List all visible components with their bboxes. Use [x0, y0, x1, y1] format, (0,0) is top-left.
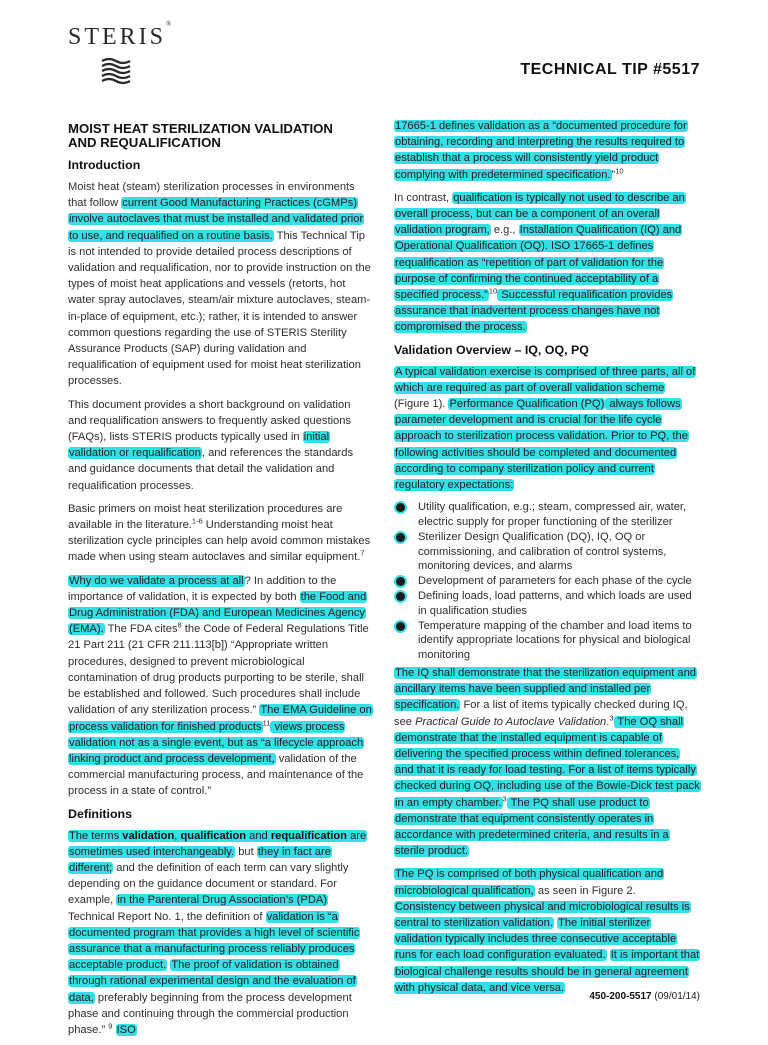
steris-logo [68, 20, 178, 51]
intro-paragraph-4: Why do we validate a process at all? In addition to the importance of validation, it is expected by both the Food and Drug Administration (FDA) and European Medicines Agency (EMA). The FDA cites$^8$ the Code of Federal Regulations Title 21 Part 211 (21 CFR 211.113[b]) “Appropriate written procedures, designed to prevent microbiological contamination of drug products purporting to be sterile, shall be established and followed. Such procedures shall include validation of any sterilization process.” The EMA Guideline on process validation for finished products$^{11}$ views process validation not as a single event, but as “a lifecycle approach linking product and process development, validation of the commercial manufacturing process, and maintenance of the process in a state of control.” [68, 574, 372, 798]
highlight: The PQ shall use product to demonstrate that equipment consistently operates in accordance with predetermined criteria, and results in a sterile product. [395, 796, 669, 858]
highlight: It is important that biological challenge results should be in general agreement with physical data, and vice versa. [395, 949, 700, 994]
highlight: Consistency between physical and microbiological results is central to sterilization validation. [395, 900, 690, 930]
highlight: 17665-1 defines validation as a “documented procedure for obtaining, recording and interpreting the results required to establish that a process will consistently yield product complying with predetermined specification. [395, 120, 687, 181]
iq-oq-pq-paragraph: The IQ shall demonstrate that the sterilization equipment and ancillary items have been supplied and installed per specification. For a list of items typically checked during IQ, see Practical Guide to Autoclave Validation.$^3$ The OQ shall demonstrate that the installed equipment is capable of delivering the specified process within defined tolerances, and that it is ready for load testing. For a list of items typically checked during OQ, including use of the Bowie-Dick test pack in an empty chamber.$^3$ The PQ shall use product to demonstrate that equipment consistently operates in accordance with predetermined criteria, and results in a sterile product. [394, 667, 700, 858]
highlight: The proof of validation is obtained through rational experimental design and the evaluation of data, [69, 959, 356, 1004]
list-item: Defining loads, load patterns, and which loads are used in qualification studies [394, 589, 700, 619]
list-item: Temperature mapping of the chamber and load items to identify appropriate locations for physical and biological monitoring [394, 619, 700, 663]
definitions-paragraph: The terms validation, qualification and requalification are sometimes used interchangeably. but they in fact are different; and the definition of each term can vary slightly depending on the guidance document or standard. For example, in the Parenteral Drug Association’s (PDA) Technical Report No. 1, the definition of validation is “a documented program that provides a high level of scientific assurance that a manufacturing process reliably produces acceptable product. The proof of validation is obtained through rational experimental design and the evaluation of data, preferably beginning from the process development phase and continuing through the commercial production phase.” $^9$ ISO [68, 829, 367, 1036]
highlight: The EMA Guideline on process validation for finished products [69, 704, 372, 733]
highlight: initial validation or requalification [69, 431, 330, 460]
left-column [68, 118, 372, 1045]
right-column [394, 118, 700, 1003]
highlight: Why do we validate a process at all [69, 574, 244, 587]
highlight: in the Parenteral Drug Association’s (PDA) [117, 894, 328, 907]
bullet-dot-icon [396, 503, 405, 512]
highlight: ISO [116, 1023, 136, 1036]
highlight: Installation Qualification (IQ) and Operational Qualification (OQ). ISO 17665-1 defines requalification as “repetition of part of validation for the purpose of confirming the continued acceptability of a specified process.” [395, 224, 682, 302]
qualification-paragraph: In contrast, qualification is typically not used to describe an overall process, but can be a component of an overall validation program, e.g., Installation Qualification (IQ) and Operational Qualification (OQ). ISO 17665-1 defines requalification as “repetition of part of validation for the purpose of confirming the continued acceptability of a specified process.”$^{10}$ Successful requalification provides assurance that inadvertent process changes have not compromised the process. [394, 191, 685, 334]
list-item: Sterilizer Design Qualification (DQ), IQ, OQ or commissioning, and calibration of control systems, monitoring devices, and alarms [394, 530, 700, 574]
validation-definition-paragraph: 17665-1 defines validation as a “documented procedure for obtaining, recording and interpreting the results required to establish that a process will consistently yield product complying with predetermined specification.”$^{10}$ [395, 120, 687, 181]
highlight: Performance Qualification (PQ) [449, 398, 605, 411]
list-item: Development of parameters for each phase of the cycle [394, 574, 700, 589]
steris-waves-icon [100, 56, 132, 84]
technical-tip-title: TECHNICAL TIP #5517 [520, 61, 700, 78]
document-footer [589, 991, 700, 1002]
pq-paragraph: The PQ is comprised of both physical qualification and microbiological qualification, as seen in Figure 2. Consistency between physical and microbiological results is central to sterilization validation. The initial sterilizer validation typically includes three consecutive acceptable runs for each load configuration evaluated. It is important that biological challenge results should be in general agreement with physical data, and vice versa. [395, 868, 700, 994]
bullet-dot-icon [396, 533, 405, 542]
highlight: validation is “a documented program that provides a high level of scientific assurance that a manufacturing process reliably produces acceptable product. [69, 910, 360, 972]
overview-paragraph: A typical validation exercise is comprised of three parts, all of which are required as part of overall validation scheme (Figure 1). Performance Qualification (PQ) always follows parameter development and is crucial for the life cycle approach to sterilization process validation. Prior to PQ, the following activities should be completed and documented according to company sterilization policy and current regulatory expectations: [394, 365, 696, 492]
highlight: The PQ is comprised of both physical qualification and microbiological qualification, [395, 868, 664, 897]
highlight: they in fact are different; [69, 845, 331, 874]
highlight: The initial sterilizer validation typically includes three consecutive acceptable runs for each load configuration evaluated. [395, 917, 677, 962]
highlight: always follows parameter development and is crucial for the life cycle approach to sterilization process validation. Prior to PQ, the following activities should be completed and documented according to company sterilization policy and current regulatory expectations: [395, 398, 688, 492]
highlight: A typical validation exercise is comprised of three parts, all of which are required as part of overall validation scheme [395, 365, 696, 394]
activities-list [394, 500, 700, 663]
list-item: Utility qualification, e.g.; steam, compressed air, water, electric supply for proper functioning of the sterilizer [394, 500, 700, 530]
bullet-dot-icon [396, 622, 405, 631]
validation-overview-heading: Validation Overview – IQ, OQ, PQ [394, 342, 589, 357]
bullet-dot-icon [396, 577, 405, 586]
highlight: views process validation not as a single event, but as “a lifecycle approach linking product and process development, [69, 720, 364, 765]
document-date: (09/01/14) [654, 991, 700, 1002]
highlight: current Good Manufacturing Practices (cGMPs) involve autoclaves that must be installed and validated prior to use, and requalified on a routine basis. [69, 197, 364, 242]
highlight: The OQ shall demonstrate that the installed equipment is capable of delivering the specified process within defined tolerances, and that it is ready for load testing. For a list of items typically checked during OQ, including use of the Bowie-Dick test pack in an empty chamber. [395, 715, 700, 809]
highlight: The IQ shall demonstrate that the sterilization equipment and ancillary items have been supplied and installed per specification. [395, 667, 696, 712]
definitions-heading: Definitions [68, 806, 133, 821]
highlight: the Food and Drug Administration (FDA) and European Medicines Agency (EMA). [69, 590, 367, 636]
highlight: The terms validation, qualification and requalification are sometimes used interchangeably. [69, 829, 367, 858]
highlight: Successful requalification provides assurance that inadvertent process changes have not compromised the process. [395, 289, 673, 334]
brand-wordmark: STERIS® [68, 20, 172, 50]
document-number: 450-200-5517 [589, 991, 652, 1002]
introduction-heading: Introduction [68, 158, 141, 172]
intro-paragraph-1: Moist heat (steam) sterilization processes in environments that follow current Good Manufacturing Practices (cGMPs) involve autoclaves that must be installed and validated prior to use, and requalified on a routine basis. This Technical Tip is not intended to provide detailed process descriptions of validation and requalification, nor to provide instruction on the types of moist heat applications and vessels (retorts, hot water spray autoclaves, steam/air mixture autoclaves, steam-in-place of equipment, etc.); rather, it is intended to answer common questions regarding the use of STERIS Sterility Assurance Products (SAP) during validation and requalification of equipment used for moist heat sterilization processes. [68, 181, 371, 388]
highlight: qualification is typically not used to describe an overall process, but can be a component of an overall validation program, [395, 191, 685, 237]
intro-paragraph-2: This document provides a short background on validation and requalification answers to frequently asked questions (FAQs), lists STERIS products typically used in initial validation or requalification, and references the standards and guidance documents that detail the validation and requalification processes. [68, 398, 354, 492]
bullet-dot-icon [396, 592, 405, 601]
intro-paragraph-3: Basic primers on moist heat sterilization procedures are available in the literature.$^{1-6}$ Understanding moist heat sterilization cycle principles can help avoid common mistakes made when using steam autoclaves and similar equipment.$^7$ [68, 502, 371, 564]
document-title: MOIST HEAT STERILIZATION VALIDATION AND REQUALIFICATION [68, 121, 333, 150]
